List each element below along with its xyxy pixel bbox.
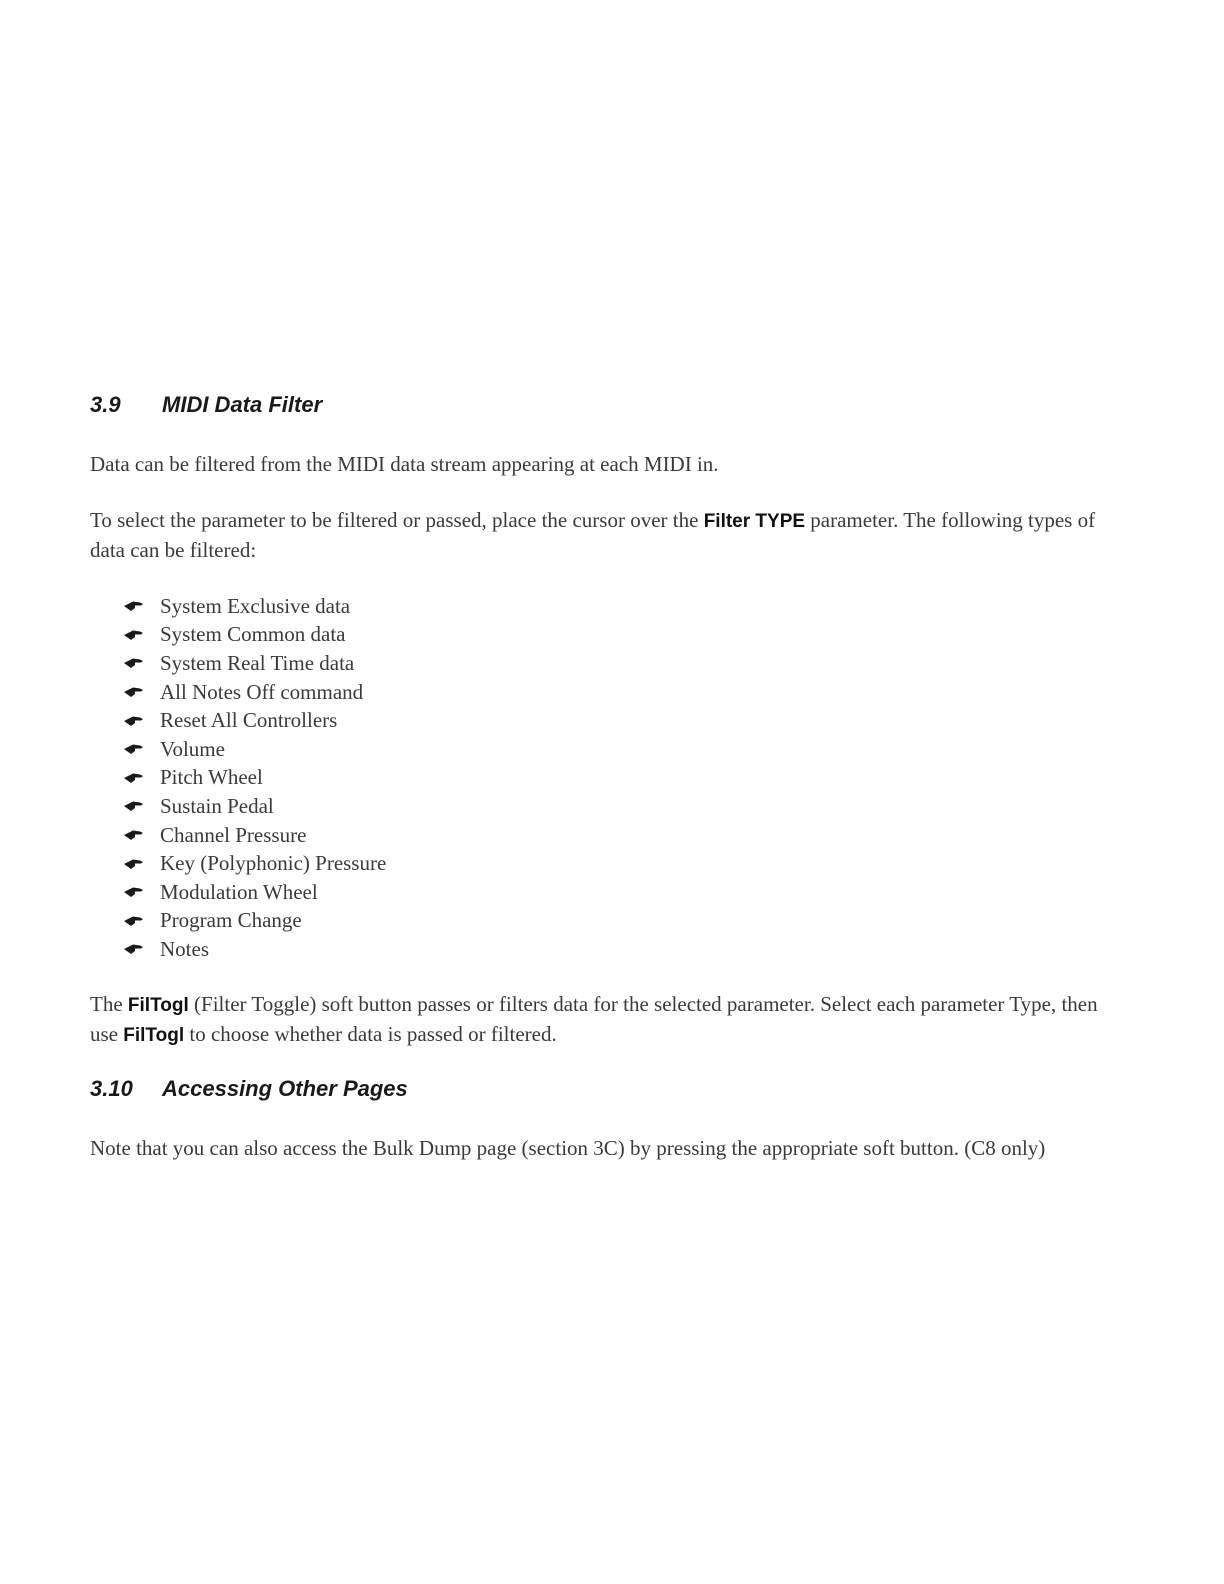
list-item-label: Volume bbox=[160, 736, 225, 761]
list-item bbox=[124, 907, 386, 936]
section-title: MIDI Data Filter bbox=[162, 392, 323, 417]
list-item bbox=[124, 821, 386, 850]
pointing-hand-icon bbox=[124, 653, 160, 673]
list-item bbox=[124, 935, 386, 964]
section-number: 3.10 bbox=[90, 1076, 133, 1101]
paragraph-filter-type bbox=[90, 506, 1130, 565]
section-heading-accessing-other-pages bbox=[90, 1076, 408, 1102]
pointing-hand-icon bbox=[124, 768, 160, 788]
paragraph-bulk-dump-note: Note that you can also access the Bulk Dump page (section 3C) by pressing the appropriate soft button. (C8 only) bbox=[90, 1136, 1046, 1160]
list-item-label: Pitch Wheel bbox=[160, 765, 263, 790]
list-item-label: Reset All Controllers bbox=[160, 708, 338, 733]
list-item-label: Program Change bbox=[160, 908, 302, 933]
pointing-hand-icon bbox=[124, 882, 160, 902]
pointing-hand-icon bbox=[124, 739, 160, 759]
filter-type-list bbox=[124, 592, 386, 964]
text: to choose whether data is passed or filtered. bbox=[184, 1022, 557, 1046]
text: parameter. The following types of data can be filtered: bbox=[90, 508, 1096, 562]
list-item-label: Sustain Pedal bbox=[160, 793, 274, 818]
parameter-name-filter-type: Filter TYPE bbox=[703, 511, 806, 532]
list-item bbox=[124, 678, 386, 707]
list-item bbox=[124, 649, 386, 678]
list-item-label: System Exclusive data bbox=[160, 593, 351, 618]
pointing-hand-icon bbox=[124, 682, 160, 702]
list-item bbox=[124, 706, 386, 735]
pointing-hand-icon bbox=[124, 854, 160, 874]
list-item bbox=[124, 621, 386, 650]
pointing-hand-icon bbox=[124, 911, 160, 931]
paragraph-filtogl bbox=[90, 990, 1130, 1050]
soft-button-name-filtogl: FilTogl bbox=[127, 995, 189, 1016]
list-item bbox=[124, 878, 386, 907]
text: To select the parameter to be filtered or passed, place the cursor over the bbox=[90, 508, 704, 532]
paragraph-intro: Data can be filtered from the MIDI data stream appearing at each MIDI in. bbox=[90, 452, 719, 476]
pointing-hand-icon bbox=[124, 596, 160, 616]
pointing-hand-icon bbox=[124, 939, 160, 959]
list-item-label: Notes bbox=[160, 936, 209, 961]
pointing-hand-icon bbox=[124, 711, 160, 731]
pointing-hand-icon bbox=[124, 796, 160, 816]
list-item-label: System Common data bbox=[160, 622, 346, 647]
list-item bbox=[124, 735, 386, 764]
list-item bbox=[124, 849, 386, 878]
list-item-label: Modulation Wheel bbox=[160, 879, 318, 904]
text: The bbox=[90, 992, 128, 1016]
list-item-label: Channel Pressure bbox=[160, 822, 307, 847]
list-item bbox=[124, 764, 386, 793]
list-item bbox=[124, 592, 386, 621]
list-item-label: System Real Time data bbox=[160, 650, 355, 675]
list-item bbox=[124, 792, 386, 821]
pointing-hand-icon bbox=[124, 625, 160, 645]
section-title: Accessing Other Pages bbox=[162, 1076, 408, 1101]
section-heading-midi-data-filter bbox=[90, 392, 322, 418]
soft-button-name-filtogl: FilTogl bbox=[123, 1025, 185, 1046]
list-item-label: All Notes Off command bbox=[160, 679, 364, 704]
text: (Filter Toggle) soft button passes or filters data for the selected parameter. Select each parameter Type, then use bbox=[90, 992, 1098, 1046]
list-item-label: Key (Polyphonic) Pressure bbox=[160, 851, 387, 876]
section-number: 3.9 bbox=[90, 392, 121, 417]
pointing-hand-icon bbox=[124, 825, 160, 845]
